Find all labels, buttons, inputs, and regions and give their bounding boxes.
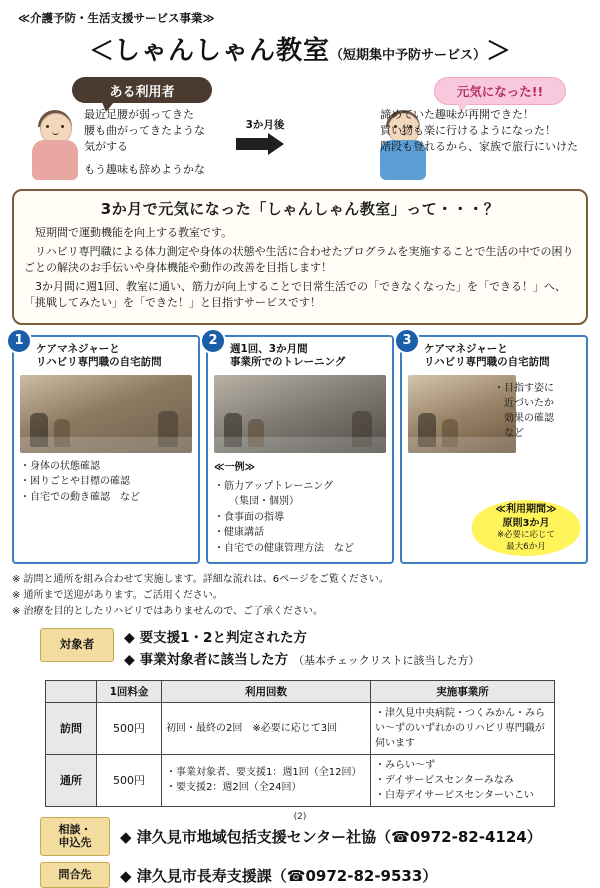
step-title-3-line-2: リハビリ専門職の自宅訪問	[424, 356, 550, 369]
row-count-daycare-line-1: ・事業対象者、要支援1：週1回（全12回）	[166, 767, 362, 779]
contact-tag-consult	[40, 817, 110, 857]
target-item-2-note: （基本チェックリストに該当した方）	[293, 653, 480, 667]
contact-consult-diamond: ◆	[120, 827, 132, 846]
footnote-3: ※ 治療を目的としたリハビリではありませんので、ご了承ください。	[12, 606, 324, 618]
table-header-office: 実施事業所	[371, 680, 555, 702]
step-title-2-line-2: 事業所でのトレーニング	[230, 356, 346, 369]
persona-after-line-3: 階段も登れるから、家族で旅行にいけた	[380, 139, 578, 153]
step-2-bullet-3: ・食事面の指導	[214, 511, 284, 523]
title-open-bracket: ＜	[88, 36, 114, 65]
step-1-bullet-3: ・自宅での動き確認 など	[20, 491, 140, 503]
row-fee-visit: 500円	[97, 702, 162, 754]
step-1-bullets	[20, 459, 192, 506]
step-3-note-line-3: 効果の確認	[494, 412, 554, 424]
row-office-daycare-line-1: ・みらい～ず	[375, 759, 435, 771]
row-count-visit-line-1: 初回・最終の2回 ※必要に応じて3回	[166, 722, 338, 734]
persona-left-bubble: ある利用者	[72, 77, 212, 103]
step-3-note-line-1: ・目指す姿に	[494, 382, 554, 394]
target-item-2-text: 事業対象者に該当した方	[139, 651, 289, 668]
table-header-blank	[46, 680, 97, 702]
step-3-note-line-2: 近づいたか	[494, 397, 554, 409]
table-header-row	[46, 680, 555, 702]
step-3-note-line-4: など	[494, 427, 524, 439]
persona-before-line-3: 気がする	[84, 139, 128, 153]
description-paragraph-2: リハビリ専門職による体力測定や身体の状態や生活に合わせたプログラムを実施することで生活の中での困りごとの解決のお手伝いや身体機能や動作の改善を目指します！	[24, 244, 574, 274]
row-count-daycare	[162, 754, 371, 806]
arrow-label: 3か月後	[234, 117, 296, 132]
target-item-1	[124, 628, 479, 650]
description-paragraph-1: 短期間で運動機能を向上する教室です。	[35, 226, 233, 239]
contact-row-inquiry	[12, 862, 588, 888]
usage-period-title: ≪利用期間≫	[495, 504, 557, 516]
step-title-2	[230, 343, 386, 370]
persona-before-line-4: もう趣味も辞めようかな	[84, 162, 205, 176]
page-number: (2)	[293, 812, 307, 822]
usage-period-badge	[472, 500, 580, 556]
step-1-bullet-1: ・身体の状態確認	[20, 460, 100, 472]
persona-right-bubble: 元気になった!!	[434, 77, 566, 105]
right-arrow-icon	[234, 133, 296, 155]
table-header-count: 利用回数	[162, 680, 371, 702]
contact-tag-consult-line-2: 申込先	[58, 836, 92, 850]
persona-before-text	[84, 107, 234, 178]
usage-period-note-2: 最大6か月	[506, 541, 546, 552]
contact-tag-consult-line-1: 相談・	[58, 822, 92, 836]
row-office-visit-line-1: ・津久見中央病院・つくみかん・みらい～ずのいずれかのリハビリ専門職が伺います	[375, 707, 545, 749]
fee-table	[45, 680, 555, 807]
page-title	[12, 30, 588, 67]
step-number-2: 2	[200, 328, 226, 354]
target-item-2	[124, 650, 479, 672]
footnotes	[12, 572, 588, 620]
step-card-3	[400, 335, 588, 565]
step-number-1: 1	[6, 328, 32, 354]
step-1-bullet-2: ・困りごとや目標の確認	[20, 476, 130, 488]
contact-tag-inquiry-line-1: 問合先	[58, 868, 92, 882]
usage-period-main: 原則3か月	[502, 517, 550, 529]
row-count-visit	[162, 702, 371, 754]
persona-band	[12, 77, 588, 187]
usage-period-note-1: ※必要に応じて	[496, 530, 556, 541]
contact-inquiry-value: 津久見市長寿支援課（☎0972-82-9533）	[136, 866, 438, 885]
target-tag: 対象者	[40, 628, 114, 662]
footnote-2: ※ 通所まで送迎があります。ご活用ください。	[12, 590, 223, 602]
step-number-3: 3	[394, 328, 420, 354]
step-2-bullet-2: （集団・個別）	[214, 496, 299, 508]
row-label-daycare: 通所	[46, 754, 97, 806]
description-paragraph-3: 3か月間に週1回、教室に通い、筋力が向上することで日常生活での「できなくなった」を「できる！」へ、「挑戦してみたい」を「できた！」と目指すサービスです！	[24, 279, 566, 309]
step-2-example-label: ≪一例≫	[214, 461, 255, 473]
row-office-daycare-line-2: ・デイサービスセンターみなみ	[375, 774, 514, 786]
step-3-notes	[494, 381, 578, 441]
description-heading: 3か月で元気になった「しゃんしゃん教室」って・・・？	[100, 200, 500, 218]
step-title-1	[36, 343, 192, 370]
elderly-person-before-illustration	[28, 113, 82, 179]
row-office-daycare	[371, 754, 555, 806]
contact-inquiry-diamond: ◆	[120, 866, 132, 885]
target-item-1-text: 要支援1・2と判定された方	[139, 630, 307, 647]
step-2-bullet-5: ・自宅での健康管理方法 など	[214, 542, 354, 554]
title-close-bracket: ＞	[486, 36, 512, 65]
contact-text-consult	[120, 826, 542, 847]
steps-row	[12, 335, 588, 565]
description-box	[12, 189, 588, 325]
contact-consult-value: 津久見市地域包括支援センター社協（☎0972-82-4124）	[136, 827, 542, 846]
target-item-2-diamond: ◆	[124, 651, 135, 668]
row-fee-daycare: 500円	[97, 754, 162, 806]
contact-text-inquiry	[120, 865, 437, 886]
step-title-1-line-2: リハビリ専門職の自宅訪問	[36, 356, 162, 369]
table-header-fee: 1回料金	[97, 680, 162, 702]
footnote-1: ※ 訪問と通所を組み合わせて実施します。詳細な流れは、6ページをご覧ください。	[12, 574, 389, 586]
table-row	[46, 702, 555, 754]
step-2-bullets	[214, 479, 386, 557]
target-section	[12, 628, 588, 671]
step-2-photo	[214, 375, 386, 453]
persona-before-line-1: 最近足腰が弱ってきた	[84, 108, 194, 121]
contact-row-consult	[12, 817, 588, 857]
persona-after-text	[380, 107, 600, 155]
title-main-text: しゃんしゃん教室	[113, 36, 330, 66]
step-1-photo	[20, 375, 192, 453]
step-title-2-line-1: 週1回、3か月間	[230, 342, 308, 355]
step-title-3-line-1: ケアマネジャーと	[424, 342, 508, 355]
row-office-visit	[371, 702, 555, 754]
row-count-daycare-line-2: ・要支援2：週2回（全24回）	[166, 782, 302, 794]
table-row	[46, 754, 555, 806]
persona-after-line-1: 諦めていた趣味が再開できた！	[380, 108, 534, 121]
step-title-1-line-1: ケアマネジャーと	[36, 342, 120, 355]
persona-after-line-2: 買い物も楽に行けるようになった！	[380, 123, 556, 137]
persona-before-line-2: 腰も曲がってきたような	[84, 123, 205, 137]
target-item-1-diamond: ◆	[124, 630, 135, 647]
row-office-daycare-line-3: ・白寿デイサービスセンターいこい	[375, 789, 534, 801]
step-2-bullet-1: ・筋力アップトレーニング	[214, 480, 334, 492]
series-label: ≪介護予防・生活支援サービス事業≫	[18, 11, 215, 25]
step-title-3	[424, 343, 580, 370]
step-card-1	[12, 335, 200, 565]
target-items	[124, 628, 479, 671]
title-sub-text: （短期集中予防サービス）	[330, 48, 487, 63]
step-card-2	[206, 335, 394, 565]
transition-arrow-group	[234, 117, 296, 155]
step-2-bullet-4: ・健康講話	[214, 527, 264, 539]
row-label-visit: 訪問	[46, 702, 97, 754]
contact-tag-inquiry	[40, 862, 110, 888]
